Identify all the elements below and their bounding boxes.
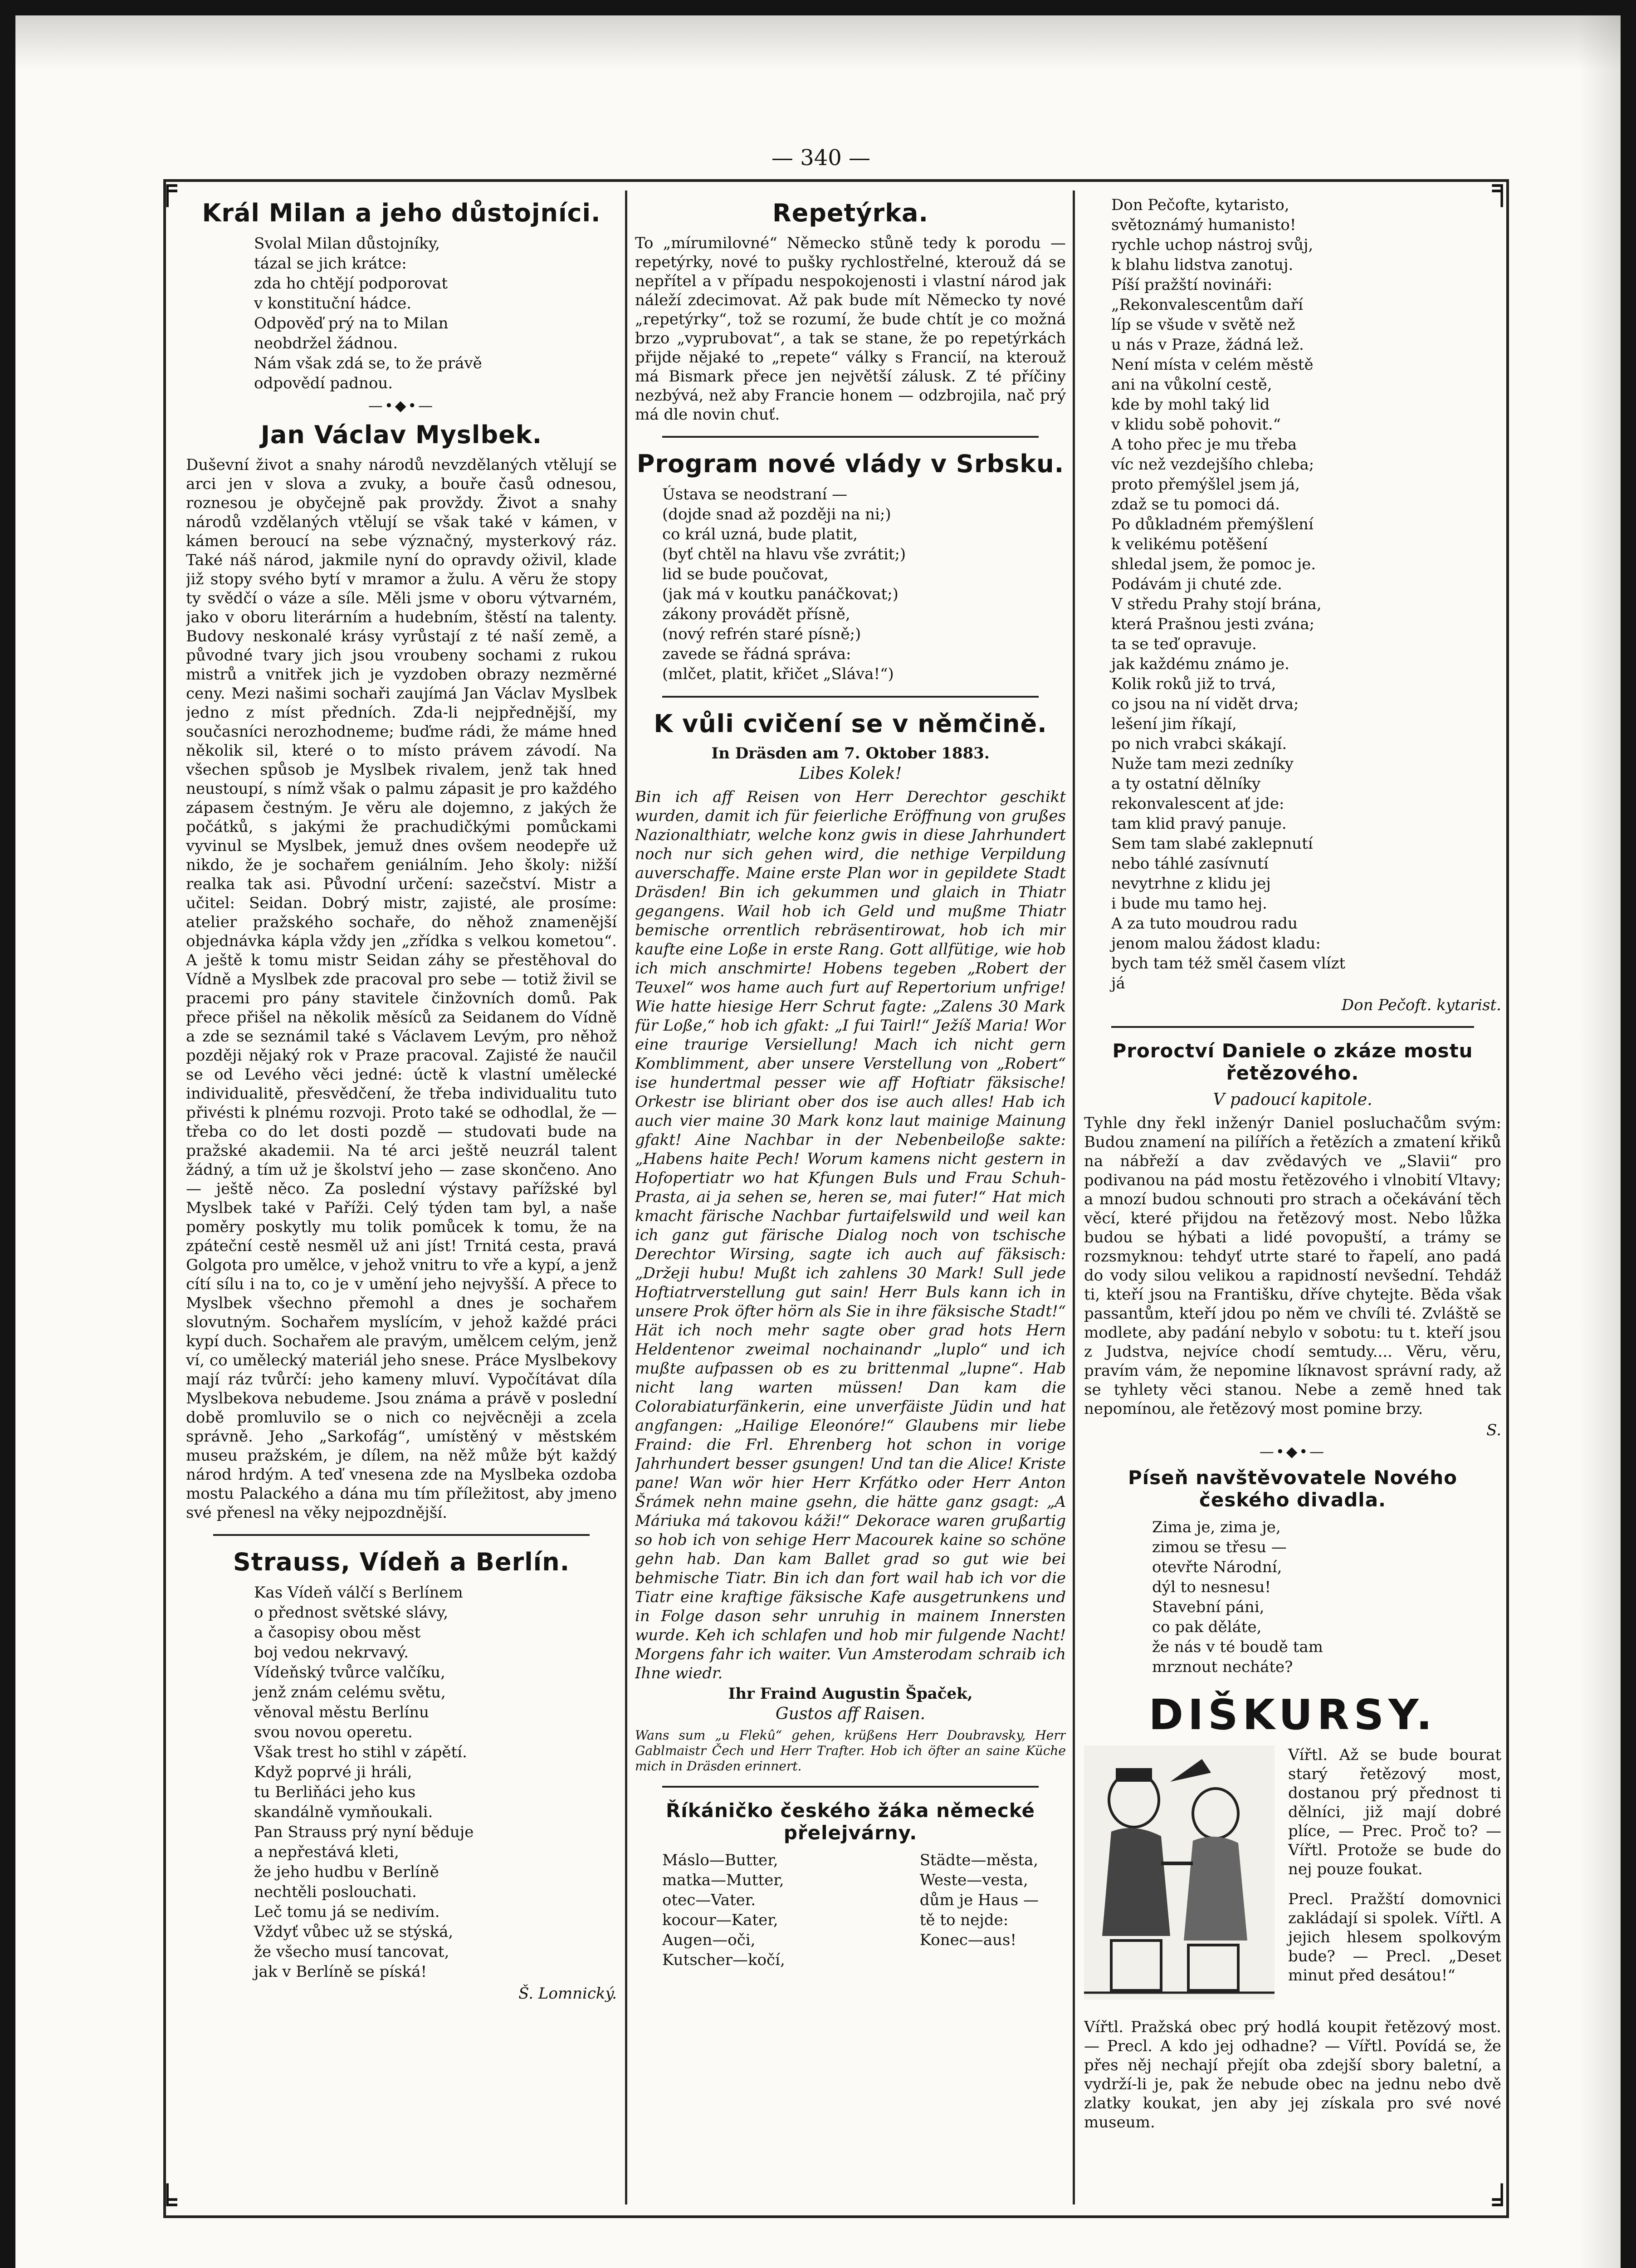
diskursy-block [1084,1745,1501,2191]
proroctvi-heading: Proroctví Daniele o zkáze mostu řetězového. [1112,1040,1473,1084]
proroctvi-subheading: V padoucí kapitole. [1213,1090,1372,1109]
diskursy-text-upper [1288,1745,1501,1985]
corner-ornament-bl: ╘ [158,2184,177,2221]
pisen-heading: Píseň navštěvovatele Nového českého divadla. [1128,1466,1457,1511]
pisen-poem: Zima je, zima je, zimou se třesu — otevřte Národní, dýl to nesnesu! Stavební páni, co pak děláte, že nás v té boudě tam mrznout necháte? [1152,1518,1323,1676]
cviceni-signoff: Ihr Fraind Augustin Špaček, [728,1685,973,1703]
cviceni-role: Gustos aff Raisen. [775,1705,926,1723]
strauss-heading: Strauss, Vídeň a Berlín. [233,1548,570,1576]
corner-ornament-br: ╛ [1492,2184,1512,2221]
program-poem: Ústava se neodstraní — (dojde snad až později na ni;) co král uzná, bude platit, (byť chtěl na hlavu vše zvrátit;) lid se bude poučovat, (jak má v koutku panáčkovat;) zákony provádět přísně, (nový refrén staré písně;) zavede se řádná správa: (mlčet, platit, křičet „Sláva!“) [662,485,906,683]
program-heading: Program nové vlády v Srbsku. [636,450,1065,478]
corner-ornament-tr: ╕ [1492,170,1512,207]
column-rule-2 [1073,191,1075,2204]
scan-shadow [15,15,1621,70]
rikanicko-heading: Říkáničko českého žáka německé přelejvárny. [665,1799,1035,1844]
repetyrka-heading: Repetýrka. [772,199,928,227]
corner-ornament-tl: ╒ [158,170,177,207]
page-number: — 340 — [771,145,871,171]
pecoft-poem: Don Pečofte, kytaristo, světoznámý humanisto! rychle uchop nástroj svůj, k blahu lidstva zanotuj. Píší pražští novináři: „Rekonvalescentům daří líp se všude v světě než u nás v Praze, žádná lež. Není místa v celém městě ani na vůkolní cestě, kde by mohl taký lid v klidu sobě pohovit.“ A toho přec je mu třeba víc než vezdejšího chleba; proto přemýšlel jsem já, zdaž se tu pomoci dá. Po důkladném přemýšlení k velikému potěšení shledal jsem, že pomoc je. Podávám ji chuté zde. V středu Prahy stojí brána, která Prašnou jesti zvána; ta se teď opravuje. jak každému známo je. Kolik roků již to trvá, co jsou na ní vidět drva; lešení jim říkají, po nich vrabci skákají. Nuže tam mezi zedníky a ty ostatní dělníky rekonvalescent ať jde: tam klid pravý panuje. Sem tam slabé zaklepnutí nebo táhlé zasívnutí nevytrhne z klidu jej i bude mu tamo hej. A za tuto moudrou radu jenom malou žádost kladu: bych tam též směl časem vlízt já [1111,196,1346,992]
diskursy-dialog-3: Vířtl. Pražská obec prý hodlá koupit řetězový most. — Precl. A kdo jej odhadne? — Vířtl. Povídá se, že přes něj nechají přejít oba zdejší sbory baletní, a vydrží-li je, pak že nebude obec na jednu nebo dvě zlatky koukat, jen aby jej získala pro své nové museum. [1084,2018,1501,2131]
cviceni-salutation: Libes Kolek! [799,764,902,783]
caricature-illustration [1084,1745,1275,1999]
section-rule [1111,1026,1474,1028]
cviceni-letter: Bin ich aff Reisen von Herr Derechtor geschikt wurden, damit ich für feierliche Eröffnung von grußes Nazionalthiatr, welche konz gwis in diese Jahrhundert noch nur sich gehen wird, die nethige Verpildung auverschaffe. Maine erste Plan wor in gepildete Stadt Dräsden! Bin ich gekummen und glaich in Thiatr gegangens. Wail hob ich Geld und mußme Thiatr bemische orrentlich rebräsentirowat, hob ich mir kaufte eine Loße in erste Rang. Gott allfütige, wie hob ich mich anschmirte! Hobens tegeben „Robert der Teuxel“ wos hame auch furt auf Repertorium unfrige! Wie hatte hiesige Herr Schrut fagte: „Zalens 30 Mark für Loße,“ hob ich gfakt: „I fui Tairl!“ Ježíš Maria! Wor eine traurige Versiellung! Mach ich nicht gern Komblimment, aber unsere Verstellung von „Robert“ ise hundertmal pesser wie aff Hoftiatr fäksische! Orkestr ise bliriant ober dos ise auch alles! Hab ich auch vier maine 30 Mark konz laut mainige Mainung gfakt! Aine Nachbar in der Nebenbeiloße sakte: „Habens haite Pech! Worum kamens nicht gestern in Hofopertiatr wo hat Kfungen Buls und Frau Schuh-Prasta, ai ja sehen se, heren se, mai futer!“ Hat mich kmacht färische Nachbar furtaifelswild und weil kan ich ganz gut färische Dialog noch von tschische Derechtor Wirsing, sagte ich auch auf fäksisch: „Držeji hubu! Mußt ich zahlens 30 Mark! Sull jede Hoftiatrverstellung gut sain! Herr Buls kann ich in unsere Prok öfter hörn als Sie in ihre fäksische Stadt!“ Hät ich noch mehr sagte ober grad hots Hern Heldentenor zweimal nochainandr „luplo“ und ich mußte aufpassen ob es zu brittenmal „lupne“. Hab nicht lang warten müssen! Dan kam die Colorabiaturfänkerin, eine unverfäiste Jüdin und hat angfangen: „Hailige Eleonóre!“ Glaubens mir liebe Fraind: die Frl. Ehrenberg hot schon in vorige Jahrhundert besser gsungen! Und tan die Alice! Kriste pane! Wan wör hier Herr Krfátko oder Herr Anton Šrámek nehn maine gsehn, die hätte ganz gsagt: „A Máriuka má takovou káži!“ Dekorace waren grußartig so hob ich von sehige Herr Macourek kaine so schöne gehn hab. Dan kam Ballet grad so gut wie bei behmische Tiatr. Bin ich dan fort wail hab ich vor die Tiatr eine kraftige fäksische Kafe ausgetrunkens und in Folge dason sehr unruhig in mainem Innersten wurde. Keh ich schlafen und hob mir fulgende Nacht! Morgens fahr ich waiter. Vun Amsterodam schraib ich Ihne wiedr. [635,788,1066,1682]
cviceni-dateline: In Dräsden am 7. Oktober 1883. [711,744,990,763]
strauss-signature: Š. Lomnický. [518,1984,617,2003]
rikanicko-right: Städte—města, Weste—vesta, dům je Haus — tě to nejde: Konec—aus! [919,1851,1039,1949]
rikanicko-poem [662,1850,1039,1970]
ornament-divider: —•◆•— [368,397,435,414]
section-rule [213,1534,590,1536]
diskursy-heading: DIŠKURSY. [1148,1691,1437,1739]
page-fold-shadow [1578,0,1636,2268]
repetyrka-article: To „mírumilovné“ Německo stůně tedy k porodu — repetýrky, nové to pušky rychlostřelné, kterouž dá se nepřítel a v případu nespokojenosti i vlastní národ jak náleží zdecimovat. Až pak bude mít Německo ty nové „repetýrky“, tož se rozumí, že bude chtít je co možná brzo „vyprubovat“, a tak se stane, že po repetýrkách přijde nějaké to „repete“ války s Francií, na kterouž má Bismark přece jen největší zálusk. Z té příčiny nezbývá, než aby Francie honem — odzbrojila, nač prý má dle novin chuť. [635,234,1066,424]
diskursy-dialog-2: Precl. Pražští domovnici zakládají si spolek. Vířtl. A jejich hlesem spolkovým bude? — Precl. „Deset minut před desátou!“ [1288,1890,1501,1984]
section-rule [662,436,1039,438]
section-rule [662,696,1039,698]
cviceni-postscript: Wans sum „u Flekû“ gehen, krüßens Herr Doubravsky, Herr Gablmaistr Čech und Herr Trafter. Hob ich öfter an saine Küche mich in Dräsden erinnert. [635,1728,1066,1774]
myslbek-article: Duševní život a snahy národů nevzdělaných vtělují se arci jen v slova a zvuky, a bouře časů odnesou, roznesou je obyčejně pak provždy. Život a snahy národů vzdělaných vtělují se však také v kámen, v kámen beroucí na sebe význačný, mysterkový ráz. Také náš národ, jakmile nyní do opravdy oživil, klade již stopy svého bytí v mramor a žulu. A věru že stopy ty svědčí o váze a síle. Měli jsme v oboru výtvarném, jako v oboru literárním a hudebním, štěstí na talenty. Budovy neskonalé krásy vyrůstají z té naší země, a původné tvary jich jsou vroubeny sochami z rukou mistrů a vnitřek jich je vyzdoben obrazy nezměrné ceny. Mezi našimi sochaři zaujímá Jan Václav Myslbek jedno z míst předních. Zda-li nejpřednější, my současníci nerozhodneme; buďme rádi, že máme hned několik sil, které o to místo právem závodí. Na všechen spůsob je Myslbek rivalem, jenž tak hned neustoupí, s nímž však o palmu zápasit je pro každého zápasem čestným. Je věru ale dojemno, z jakých že počátků, s jakými že prachudičkými pomůckami vyvinul se Myslbek, jemuž dnes ovšem neodepře už nikdo, že je sochařem geniálním. Jeho školy: nižší realka tak asi. Původní určení: sazečství. Mistr a učitel: Seidan. Dobrý mistr, zajisté, ale prosíme: atelier pražského sochaře, do něhož znamenější objednávka kápla vždy jen „zřídka s velkou kometou“. A ještě k tomu mistr Seidan záhy se přestěhoval do Vídně a Myslbek zde pracoval pro sebe — totiž živil se pracemi pro pány stavitele činžovních domů. Pak přece přišel na několik měsíců za Seidanem do Vídně a zde se seznámil také s Václavem Levým, pro něhož později nějaký rok v Praze pracoval. Zajisté že naučil se od Levého věci jedné: úctě k vlastní umělecké individualitě, přesvědčení, že třeba individualitu tuto přivésti k plnému rozvoji. Proto také se odhodlal, že — třeba co do let dosti pozdě — studovati bude na pražské akademii. Na té arci ještě neuzrál talent žádný, a tím už je školství jeho — zase skončeno. Ano — ještě něco. Za poslední výstavy pařížské byl Myslbek také v Paříži. Celý týden tam byl, a naše poměry poskytly mu tolik pomůcek k tomu, že na zpáteční cestě nesměl už ani jíst! Trnitá cesta, pravá Golgota pro umělce, v jehož vnitru to vře a kypí, a jenž cítí sílu i na to, co je v umění jeho nejvyšší. A přece to Myslbek všechno přemohl a dnes je sochařem slovutným. Sochařem myslícím, v jehož každé práci kypí duch. Sochařem ale pravým, umělcem celým, jenž ví, co umělecký materiál jeho snese. Práce Myslbekovy mají ráz tvůrčí: jeho kameny mluví. Vypočítávat díla Myslbekova nebudeme. Jsou známa a právě v poslední době promluvilo se o nich co nejvěcněji a zcela správně. Jeho „Sarkofág“, umístěný v městském museu pražském, je dílem, na něž může být každý národ hrdým. A teď vnesena zde na Myslbeka ozdoba mostu Palackého a dána mu tím příležitost, aby jmeno své přenesl na věky nejpozdnější. [186,456,617,1522]
proroctvi-article: Tyhle dny řekl inženýr Daniel posluchačům svým: Budou znamení na pilířích a řetězích a zmatení křiků na nábřeží a dav zvědavých ve „Slavii“ pro podivanou na pád mostu řetězového i vlnobití Vltavy; a mnozí budou schnouti pro strach a očekávání těch věcí, které přijdou na řetězový most. Nebo lůžka budou se hýbati a lidé povopuští, a trámy se rozsmyknou: tehdyť utrte staré to řapelí, ano padá do vody silou velikou a rapidností nevšední. Tehdáž ti, kteří jsou na Františku, dříve chytejte. Běda však passantům, kteří jdou po něm ve chvíli té. Zvláště se modlete, aby padání nebylo v sobotu: tu t. kteří jsou z Judstva, nejvíce chodí semtudy.... Věru, věru, pravím vám, že nepomine líknavost správní rady, až se tyhlety věci stanou. Nebe a země hned tak nepomínou, ale řetězový most pomine brzy. [1084,1114,1501,1418]
column-left [186,195,617,2191]
diskursy-text-lower [1084,2018,1501,2132]
pecoft-signature: Don Pečoft. kytarist. [1341,996,1501,1014]
cviceni-heading: K vůli cvičení se v němčině. [654,709,1047,738]
milan-poem: Svolal Milan důstojníky, tázal se jich krátce: zda ho chtějí podporovat v konstituční hádce. Odpověď prý na to Milan neobdržel žádnou. Nám však zdá se, to že právě odpovědí padnou. [254,235,482,392]
diskursy-dialog-1: Vířtl. Až se bude bourat starý řetězový most, dostanou prý přednost ti dělníci, již mají dobré plíce, — Prec. Proč to? — Vířtl. Protože se bude do nej pouze foukat. [1288,1746,1501,1878]
column-rule-1 [625,191,627,2204]
column-middle [635,195,1066,2191]
milan-heading: Král Milan a jeho důstojníci. [202,199,601,227]
proroctvi-signature: S. [1486,1421,1501,1439]
column-right [1084,195,1501,2191]
strauss-poem: Kas Vídeň válčí s Berlínem o přednost světské slávy, a časopisy obou měst boj vedou nekrvavý. Vídeňský tvůrce valčíku, jenž znám celému světu, věnoval městu Berlínu svou novou operetu. Však trest ho stihl v zápětí. Když poprvé ji hráli, tu Berliňáci jeho kus skandálně vymňoukali. Pan Strauss prý nyní běduje a nepřestává kleti, že jeho hudbu v Berlíně nechtěli poslouchati. Leč tomu já se nedivím. Vždyť vůbec už se stýská, že všecho musí tancovat, jak v Berlíně se píská! [254,1584,474,1981]
rikanicko-left: Máslo—Butter, matka—Mutter, otec—Vater. kocour—Kater, Augen—oči, Kutscher—kočí, [662,1851,785,1969]
myslbek-heading: Jan Václav Myslbek. [260,420,542,449]
ornament-divider: —•◆•— [1259,1443,1326,1460]
section-rule [662,1786,1039,1788]
